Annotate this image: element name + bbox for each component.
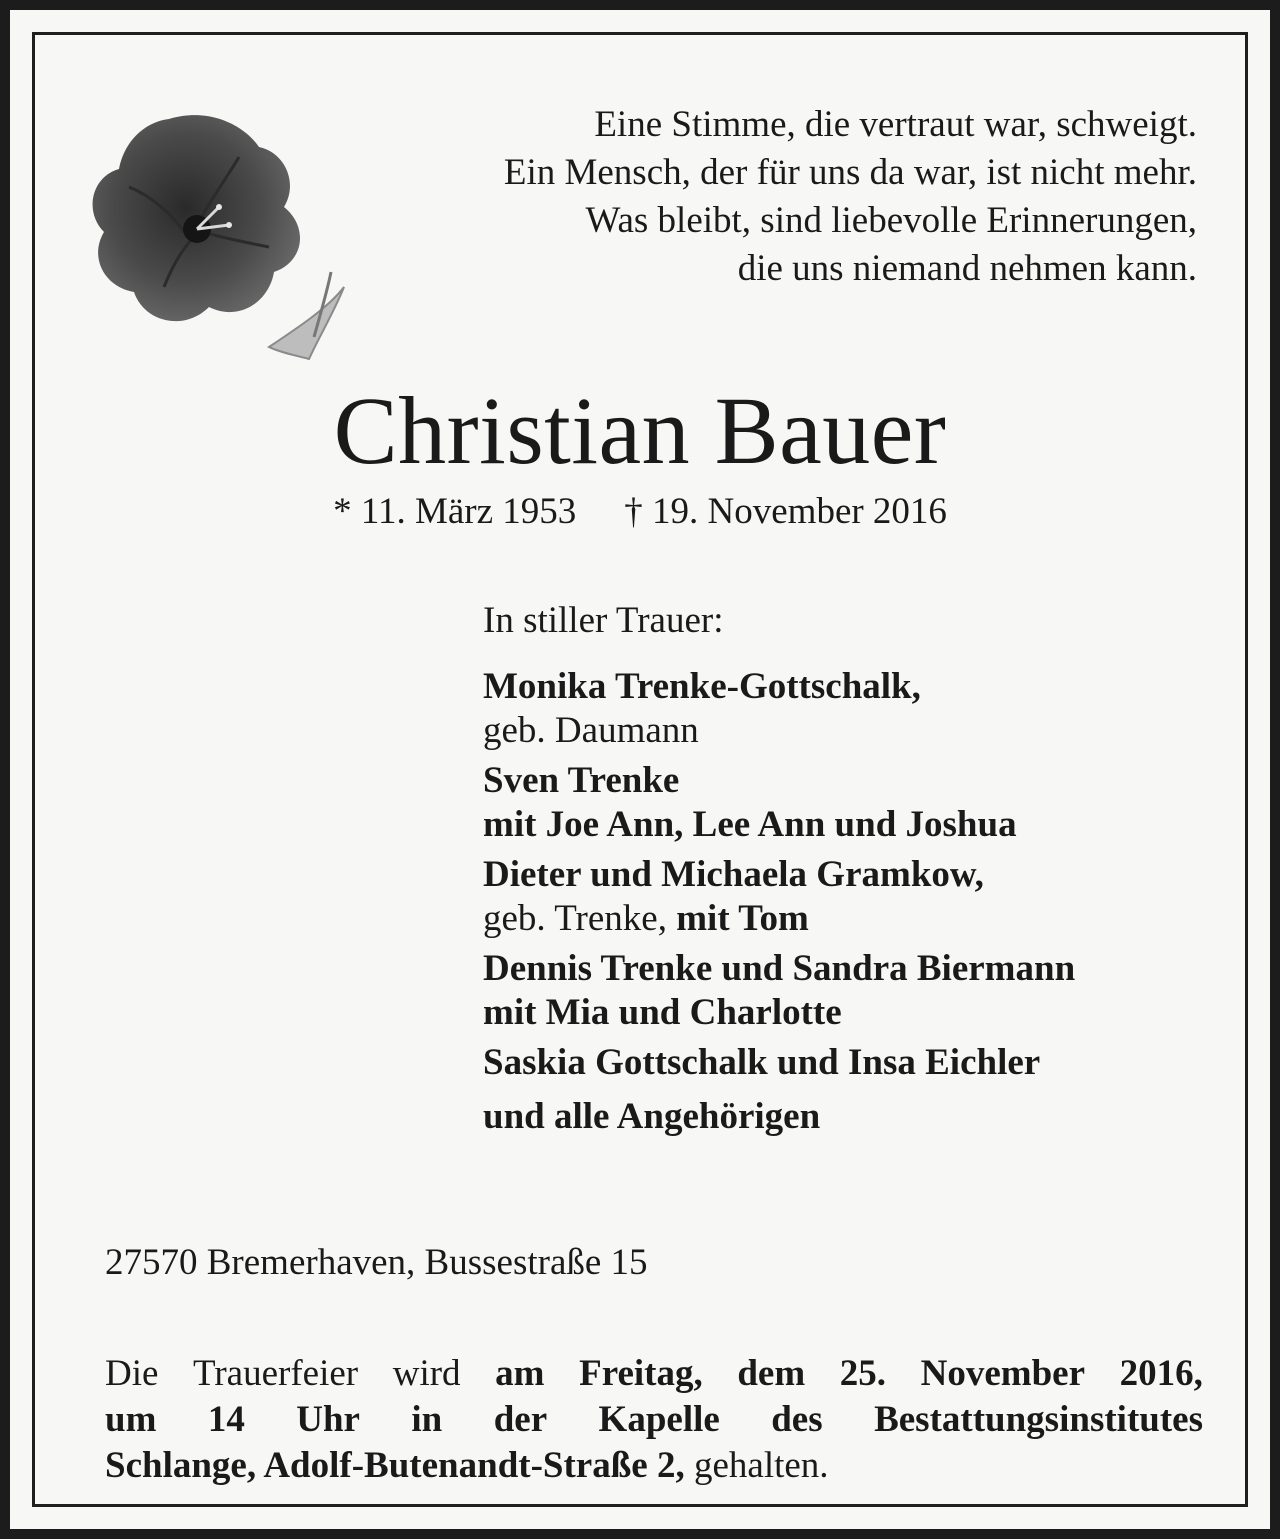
- flower-icon: [69, 97, 359, 367]
- ceremony-word: Die: [105, 1353, 159, 1394]
- mourner-note: [483, 897, 1223, 941]
- mourner-name: Saskia Gottschalk und Insa Eichler: [483, 1042, 1041, 1083]
- ceremony-word: Trauerfeier: [193, 1353, 359, 1394]
- poem-line: die uns niemand nehmen kann.: [737, 248, 1197, 289]
- ceremony-word: Kapelle: [598, 1399, 720, 1440]
- ceremony-word: Uhr: [296, 1399, 360, 1440]
- poem: [317, 101, 1197, 293]
- ceremony-line-2: [105, 1397, 1203, 1443]
- mourner-name: Sven Trenke: [483, 760, 680, 801]
- mourner-name: Monika Trenke-Gottschalk,: [483, 666, 921, 707]
- mourner-entry: [483, 1095, 1223, 1139]
- mourner-entry: [483, 947, 1223, 1035]
- birth-date: * 11. März 1953: [333, 491, 577, 532]
- mourner-note: geb. Daumann: [483, 710, 699, 751]
- ceremony-word: wird: [392, 1353, 461, 1394]
- mourner-note: mit Joe Ann, Lee Ann und Joshua: [483, 804, 1017, 845]
- ceremony-word: in: [411, 1399, 443, 1440]
- mourner-name: und alle Angehörigen: [483, 1096, 821, 1137]
- mourners-list: [483, 597, 1223, 1145]
- poem-line: Was bleibt, sind liebevolle Erinnerungen,: [585, 200, 1197, 241]
- mourner-note: mit Mia und Charlotte: [483, 992, 842, 1033]
- death-date: † 19. November 2016: [624, 491, 947, 532]
- ceremony-line-3: [105, 1443, 1203, 1489]
- ceremony-word: dem: [737, 1353, 806, 1394]
- ceremony-word: 14: [207, 1399, 245, 1440]
- mourner-entry: [483, 665, 1223, 753]
- mourner-name: Dennis Trenke und Sandra Biermann: [483, 948, 1076, 989]
- ceremony-location: Schlange, Adolf-Butenandt-Straße 2,: [105, 1445, 685, 1486]
- mourner-note-bold: mit Tom: [676, 898, 809, 939]
- address: 27570 Bremerhaven, Bussestraße 15: [105, 1242, 648, 1283]
- mourner-entry: [483, 759, 1223, 847]
- ceremony-word: 25.: [839, 1353, 887, 1394]
- ceremony-word: 2016,: [1119, 1353, 1203, 1394]
- notice-border: [32, 32, 1248, 1507]
- poem-line: Ein Mensch, der für uns da war, ist nicht mehr.: [503, 152, 1197, 193]
- mourner-entry: [483, 1041, 1223, 1085]
- mourner-name: Dieter und Michaela Gramkow,: [483, 854, 984, 895]
- ceremony-end: gehalten.: [684, 1445, 829, 1486]
- life-dates: [35, 487, 1245, 537]
- mourner-entry: [483, 853, 1223, 941]
- poem-line: Eine Stimme, die vertraut war, schweigt.: [594, 104, 1197, 145]
- mourner-note-normal: geb. Trenke,: [483, 898, 667, 939]
- ceremony-line-1: [105, 1351, 1203, 1397]
- notice-page: [10, 10, 1270, 1529]
- ceremony-word: um: [105, 1399, 157, 1440]
- ceremony-word: der: [493, 1399, 548, 1440]
- ceremony-word: Bestattungsinstitutes: [874, 1399, 1203, 1440]
- deceased-name: Christian Bauer: [333, 377, 947, 484]
- ceremony-word: am: [495, 1353, 545, 1394]
- ceremony-word: des: [771, 1399, 823, 1440]
- mourners-intro: In stiller Trauer:: [483, 600, 724, 641]
- ceremony-notice: [105, 1351, 1203, 1489]
- ceremony-word: Freitag,: [579, 1353, 703, 1394]
- ceremony-word: November: [920, 1353, 1086, 1394]
